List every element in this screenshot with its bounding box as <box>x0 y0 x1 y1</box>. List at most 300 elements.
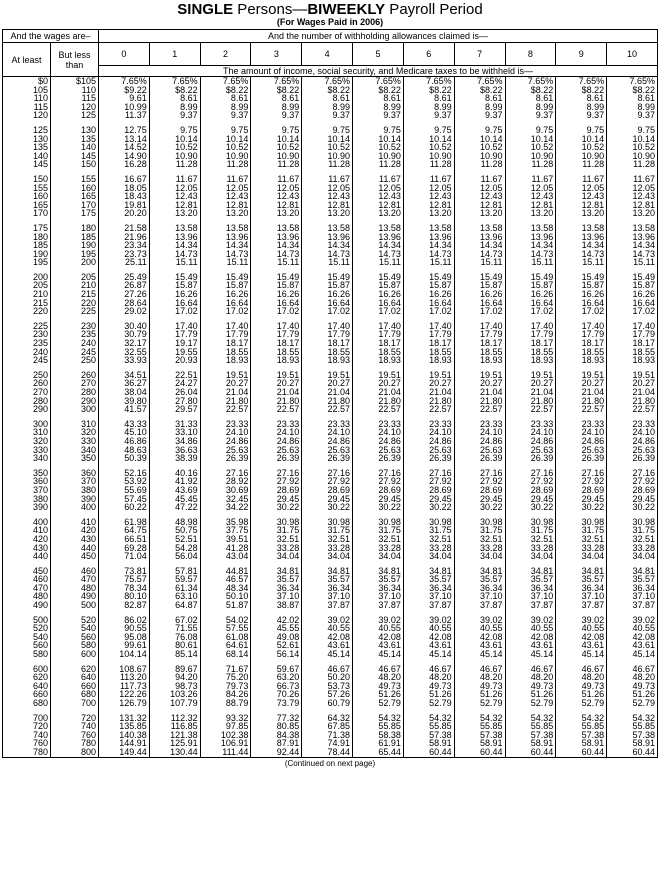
amount-cell: 17.02 <box>353 307 404 316</box>
but-less-cell: 350 <box>51 454 99 463</box>
but-less-cell: 480 <box>51 584 99 593</box>
amount-cell: 59.67 <box>251 665 302 674</box>
amount-cell: 11.28 <box>353 160 404 169</box>
but-less-cell: 330 <box>51 437 99 446</box>
amount-cell: 13.96 <box>251 233 302 242</box>
amount-cell: 13.96 <box>556 233 607 242</box>
amount-cell: 97.85 <box>200 722 251 731</box>
amount-cell: 48.98 <box>149 518 200 527</box>
amount-cell: 46.67 <box>454 665 505 674</box>
at-least-cell: 410 <box>3 526 51 535</box>
at-least-cell: 490 <box>3 601 51 610</box>
amount-cell: 14.73 <box>454 250 505 259</box>
amount-cell: 13.58 <box>403 224 454 233</box>
amount-cell: 15.49 <box>149 273 200 282</box>
amount-cell: 26.04 <box>149 388 200 397</box>
amount-cell: 37.87 <box>403 601 454 610</box>
amount-cell: 27.92 <box>302 477 353 486</box>
amount-cell: 24.86 <box>251 437 302 446</box>
amount-cell: 57.55 <box>200 624 251 633</box>
amount-cell: 13.20 <box>200 209 251 218</box>
amount-cell: 37.87 <box>607 601 658 610</box>
amount-cell: 32.51 <box>251 535 302 544</box>
amount-cell: 11.67 <box>302 175 353 184</box>
amount-cell: 12.43 <box>454 192 505 201</box>
amount-cell: 16.26 <box>556 290 607 299</box>
amount-cell: 27.16 <box>353 469 404 478</box>
at-least-cell: 170 <box>3 209 51 218</box>
amount-cell: 9.75 <box>454 126 505 135</box>
amount-cell: 37.87 <box>353 601 404 610</box>
amount-cell: 144.91 <box>99 739 150 748</box>
amount-cell: 30.22 <box>607 503 658 512</box>
but-less-cell: 740 <box>51 722 99 731</box>
amount-cell: 34.81 <box>454 567 505 576</box>
amount-cell: 18.17 <box>556 339 607 348</box>
amount-cell: 16.64 <box>607 299 658 308</box>
amount-cell: 15.87 <box>403 281 454 290</box>
amount-cell: 31.75 <box>353 526 404 535</box>
amount-cell: 59.57 <box>149 575 200 584</box>
but-less-cell: 460 <box>51 567 99 576</box>
amount-cell: 56.14 <box>251 650 302 659</box>
but-less-cell: 245 <box>51 348 99 357</box>
amount-cell: 15.49 <box>353 273 404 282</box>
amount-cell: 34.04 <box>556 552 607 561</box>
at-least-cell: 720 <box>3 722 51 731</box>
amount-cell: 27.16 <box>607 469 658 478</box>
amount-cell: 23.73 <box>99 250 150 259</box>
amount-cell: 15.11 <box>556 258 607 267</box>
amount-cell: 14.73 <box>149 250 200 259</box>
amount-cell: 11.37 <box>99 111 150 120</box>
amount-cell: 30.98 <box>556 518 607 527</box>
amount-cell: 94.20 <box>149 673 200 682</box>
amount-cell: 29.57 <box>149 405 200 414</box>
amount-cell: 15.11 <box>149 258 200 267</box>
amount-cell: 17.79 <box>302 330 353 339</box>
amount-cell: 18.17 <box>505 339 556 348</box>
amount-cell: 45.55 <box>251 624 302 633</box>
col-header: 6 <box>403 43 454 66</box>
amount-cell: 8.61 <box>454 94 505 103</box>
table-body <box>3 77 658 758</box>
amount-cell: 32.51 <box>302 535 353 544</box>
but-less-cell: 340 <box>51 446 99 455</box>
amount-cell: 36.34 <box>607 584 658 593</box>
amount-cell: 34.51 <box>99 371 150 380</box>
amount-cell: 71.04 <box>99 552 150 561</box>
amount-cell: 13.58 <box>454 224 505 233</box>
amount-cell: 19.51 <box>607 371 658 380</box>
amount-cell: 47.22 <box>149 503 200 512</box>
amount-cell: 10.90 <box>454 152 505 161</box>
amount-cell: 12.05 <box>556 184 607 193</box>
amount-cell: 20.27 <box>353 379 404 388</box>
amount-cell: 13.14 <box>99 135 150 144</box>
amount-cell: 11.28 <box>149 160 200 169</box>
amount-cell: 17.40 <box>149 322 200 331</box>
amount-cell: 39.80 <box>99 397 150 406</box>
amount-cell: 24.86 <box>200 437 251 446</box>
amount-cell: 18.93 <box>505 356 556 365</box>
amount-cell: 14.34 <box>556 241 607 250</box>
amount-cell: 27.92 <box>251 477 302 486</box>
amount-cell: 76.08 <box>149 633 200 642</box>
amount-cell: 39.02 <box>353 616 404 625</box>
amount-cell: 34.04 <box>505 552 556 561</box>
amount-cell: 26.39 <box>556 454 607 463</box>
amount-cell: 26.39 <box>403 454 454 463</box>
amount-cell: 71.38 <box>302 731 353 740</box>
but-less-cell: 310 <box>51 420 99 429</box>
amount-cell: 15.11 <box>302 258 353 267</box>
but-less-cell: 115 <box>51 94 99 103</box>
amount-cell: 17.79 <box>607 330 658 339</box>
amount-cell: 13.20 <box>556 209 607 218</box>
amount-cell: 24.86 <box>607 437 658 446</box>
amount-cell: 17.02 <box>149 307 200 316</box>
amount-cell: 13.20 <box>454 209 505 218</box>
but-less-cell: 370 <box>51 477 99 486</box>
amount-cell: 37.87 <box>556 601 607 610</box>
amount-cell: 17.02 <box>200 307 251 316</box>
amount-cell: 25.63 <box>353 446 404 455</box>
amount-cell: 17.02 <box>403 307 454 316</box>
amount-cell: 45.14 <box>505 650 556 659</box>
amount-cell: 58.91 <box>607 739 658 748</box>
amount-cell: 54.32 <box>454 714 505 723</box>
amount-cell: 10.52 <box>607 143 658 152</box>
at-least-cell: 620 <box>3 673 51 682</box>
amount-cell: 8.99 <box>200 103 251 112</box>
amount-cell: 26.39 <box>454 454 505 463</box>
amount-cell: 19.51 <box>353 371 404 380</box>
amount-cell: 23.34 <box>99 241 150 250</box>
amount-cell: 30.40 <box>99 322 150 331</box>
amount-cell: 9.75 <box>505 126 556 135</box>
amount-cell: 60.79 <box>302 699 353 708</box>
amount-cell: 9.75 <box>403 126 454 135</box>
amount-cell: 18.55 <box>556 348 607 357</box>
amount-cell: 24.86 <box>302 437 353 446</box>
but-less-header: But less than <box>51 43 99 77</box>
table-row <box>3 160 658 169</box>
amount-cell: 18.17 <box>403 339 454 348</box>
amount-cell: $8.22 <box>454 86 505 95</box>
amount-cell: 14.73 <box>403 250 454 259</box>
amount-cell: 46.57 <box>200 575 251 584</box>
amount-cell: 16.26 <box>403 290 454 299</box>
amount-cell: 24.86 <box>353 437 404 446</box>
amount-cell: 18.93 <box>353 356 404 365</box>
amount-cell: 15.11 <box>454 258 505 267</box>
amount-cell: 12.05 <box>607 184 658 193</box>
amount-cell: 17.40 <box>403 322 454 331</box>
amount-cell: 12.81 <box>505 201 556 210</box>
amount-cell: 16.64 <box>403 299 454 308</box>
amount-cell: 37.10 <box>454 592 505 601</box>
amount-cell: 24.10 <box>200 428 251 437</box>
amount-cell: 15.49 <box>505 273 556 282</box>
at-least-cell: 250 <box>3 371 51 380</box>
amount-cell: 8.99 <box>353 103 404 112</box>
amount-cell: 17.79 <box>505 330 556 339</box>
but-less-cell: 110 <box>51 86 99 95</box>
amount-cell: 34.04 <box>454 552 505 561</box>
amount-cell: 17.02 <box>607 307 658 316</box>
but-less-cell: 160 <box>51 184 99 193</box>
amount-cell: 54.32 <box>505 714 556 723</box>
amount-cell: 50.39 <box>99 454 150 463</box>
amount-cell: 52.16 <box>99 469 150 478</box>
amount-cell: 11.67 <box>607 175 658 184</box>
amount-cell: 84.38 <box>251 731 302 740</box>
amount-cell: 21.80 <box>607 397 658 406</box>
amount-cell: 22.57 <box>403 405 454 414</box>
amount-cell: 24.10 <box>353 428 404 437</box>
but-less-cell: 205 <box>51 273 99 282</box>
amount-cell: 28.64 <box>99 299 150 308</box>
amount-cell: 15.87 <box>251 281 302 290</box>
amount-cell: 12.81 <box>302 201 353 210</box>
amount-cell: 38.04 <box>99 388 150 397</box>
amount-cell: 20.93 <box>149 356 200 365</box>
amount-cell: 34.81 <box>403 567 454 576</box>
amount-cell: 42.08 <box>607 633 658 642</box>
amount-cell: 53.92 <box>99 477 150 486</box>
amount-cell: 16.26 <box>149 290 200 299</box>
table-row <box>3 307 658 316</box>
amount-cell: 65.44 <box>353 748 404 757</box>
amount-cell: 24.86 <box>556 437 607 446</box>
amount-cell: 149.44 <box>99 748 150 757</box>
amount-cell: 21.96 <box>99 233 150 242</box>
amount-cell: 13.96 <box>403 233 454 242</box>
amount-cell: 58.91 <box>454 739 505 748</box>
amount-cell: 80.10 <box>99 592 150 601</box>
table-row <box>3 111 658 120</box>
at-least-cell: 280 <box>3 397 51 406</box>
amount-cell: 19.51 <box>454 371 505 380</box>
amount-cell: 14.73 <box>200 250 251 259</box>
at-least-cell: 130 <box>3 135 51 144</box>
amount-cell: 14.73 <box>302 250 353 259</box>
amount-cell: 37.10 <box>607 592 658 601</box>
amount-cell: 14.34 <box>251 241 302 250</box>
amount-cell: 14.34 <box>454 241 505 250</box>
amount-cell: 32.17 <box>99 339 150 348</box>
amount-cell: 40.55 <box>302 624 353 633</box>
amount-cell: 50.75 <box>149 526 200 535</box>
but-less-cell: 440 <box>51 544 99 553</box>
amount-cell: 19.51 <box>251 371 302 380</box>
amount-cell: 57.38 <box>556 731 607 740</box>
amount-cell: 26.87 <box>99 281 150 290</box>
amount-cell: 121.38 <box>149 731 200 740</box>
but-less-cell: 175 <box>51 209 99 218</box>
amount-cell: 12.81 <box>454 201 505 210</box>
amount-cell: 13.58 <box>353 224 404 233</box>
amount-cell: 17.40 <box>353 322 404 331</box>
amount-cell: 13.58 <box>302 224 353 233</box>
amount-cell: 43.61 <box>302 641 353 650</box>
amount-cell: 16.26 <box>505 290 556 299</box>
amount-cell: 41.92 <box>149 477 200 486</box>
title-persons: Persons— <box>233 1 308 18</box>
amount-cell: 54.32 <box>607 714 658 723</box>
at-least-cell: 760 <box>3 739 51 748</box>
amount-cell: 10.90 <box>505 152 556 161</box>
amount-cell: 25.63 <box>505 446 556 455</box>
amount-cell: 54.28 <box>149 544 200 553</box>
amount-cell: 34.81 <box>556 567 607 576</box>
at-least-cell: 560 <box>3 641 51 650</box>
amount-cell: 17.02 <box>251 307 302 316</box>
at-least-cell: 430 <box>3 544 51 553</box>
amount-cell: 80.61 <box>149 641 200 650</box>
at-least-cell: 660 <box>3 690 51 699</box>
amount-cell: 30.98 <box>403 518 454 527</box>
amount-cell: 89.67 <box>149 665 200 674</box>
amount-cell: 51.26 <box>505 690 556 699</box>
amount-cell: 16.64 <box>149 299 200 308</box>
amount-cell: 112.32 <box>149 714 200 723</box>
amount-cell: 30.22 <box>505 503 556 512</box>
amount-cell: 19.55 <box>149 348 200 357</box>
amount-cell: 18.17 <box>607 339 658 348</box>
amount-cell: 9.37 <box>403 111 454 120</box>
amount-cell: 68.14 <box>200 650 251 659</box>
amount-cell: 55.85 <box>607 722 658 731</box>
amount-cell: 37.75 <box>200 526 251 535</box>
amount-cell: 8.61 <box>403 94 454 103</box>
amount-cell: 11.67 <box>149 175 200 184</box>
amount-cell: 27.80 <box>149 397 200 406</box>
amount-cell: 35.57 <box>302 575 353 584</box>
amount-cell: 7.65% <box>251 77 302 86</box>
amount-cell: 12.81 <box>200 201 251 210</box>
amount-cell: 21.04 <box>454 388 505 397</box>
amount-cell: 30.98 <box>607 518 658 527</box>
amount-cell: 30.22 <box>251 503 302 512</box>
wages-header: And the wages are– <box>3 30 99 43</box>
amount-cell: 13.20 <box>353 209 404 218</box>
amount-cell: 34.81 <box>353 567 404 576</box>
amount-cell: 24.10 <box>556 428 607 437</box>
amount-cell: 51.26 <box>607 690 658 699</box>
amount-cell: 29.45 <box>454 495 505 504</box>
amount-cell: 87.91 <box>251 739 302 748</box>
amount-cell: 28.92 <box>200 477 251 486</box>
amount-cell: 60.44 <box>607 748 658 757</box>
amount-cell: 19.51 <box>200 371 251 380</box>
amount-cell: 41.57 <box>99 405 150 414</box>
amount-cell: 13.96 <box>505 233 556 242</box>
amount-cell: 18.93 <box>607 356 658 365</box>
amount-cell: 24.10 <box>505 428 556 437</box>
amount-cell: 60.44 <box>403 748 454 757</box>
amount-cell: $8.22 <box>200 86 251 95</box>
amount-cell: 17.79 <box>149 330 200 339</box>
amount-cell: 24.10 <box>403 428 454 437</box>
amount-cell: 12.43 <box>200 192 251 201</box>
amount-cell: 57.81 <box>149 567 200 576</box>
amount-cell: 21.04 <box>251 388 302 397</box>
amount-cell: 18.55 <box>302 348 353 357</box>
but-less-cell: 540 <box>51 624 99 633</box>
col-header: 9 <box>556 43 607 66</box>
amount-cell: 37.10 <box>353 592 404 601</box>
amount-cell: $8.22 <box>403 86 454 95</box>
amount-cell: 34.81 <box>505 567 556 576</box>
amount-cell: 44.81 <box>200 567 251 576</box>
amount-cell: 29.45 <box>607 495 658 504</box>
page-title <box>2 2 658 17</box>
at-least-cell: 700 <box>3 714 51 723</box>
amount-cell: 20.27 <box>454 379 505 388</box>
amount-cell: 10.52 <box>149 143 200 152</box>
amount-cell: 25.11 <box>99 258 150 267</box>
col-header: 4 <box>302 43 353 66</box>
amount-cell: 34.81 <box>302 567 353 576</box>
amount-cell: 55.85 <box>556 722 607 731</box>
amount-cell: 33.28 <box>454 544 505 553</box>
amount-cell: 135.85 <box>99 722 150 731</box>
amount-cell: 60.44 <box>454 748 505 757</box>
amount-cell: 55.69 <box>99 486 150 495</box>
at-least-cell: 460 <box>3 575 51 584</box>
amount-cell: 10.52 <box>403 143 454 152</box>
amount-cell: 11.67 <box>353 175 404 184</box>
amount-cell: 58.38 <box>353 731 404 740</box>
amount-cell: 10.90 <box>353 152 404 161</box>
amount-cell: 8.61 <box>353 94 404 103</box>
amount-cell: 13.20 <box>607 209 658 218</box>
amount-cell: 28.69 <box>403 486 454 495</box>
amount-cell: 17.02 <box>505 307 556 316</box>
amount-cell: 28.69 <box>505 486 556 495</box>
amount-cell: 51.26 <box>353 690 404 699</box>
amount-cell: 12.05 <box>302 184 353 193</box>
amount-cell: 17.79 <box>200 330 251 339</box>
table-row <box>3 699 658 708</box>
at-least-cell: 165 <box>3 201 51 210</box>
amount-cell: 11.28 <box>454 160 505 169</box>
amount-cell: 17.02 <box>302 307 353 316</box>
amount-cell: 36.34 <box>251 584 302 593</box>
but-less-cell: 800 <box>51 748 99 757</box>
amount-cell: 10.52 <box>556 143 607 152</box>
table-row <box>3 258 658 267</box>
amount-cell: 30.98 <box>353 518 404 527</box>
amount-cell: 31.75 <box>403 526 454 535</box>
at-least-cell: 180 <box>3 233 51 242</box>
amount-cell: 13.58 <box>505 224 556 233</box>
amount-cell: 7.65% <box>556 77 607 86</box>
amount-cell: 39.02 <box>403 616 454 625</box>
amount-cell: 21.04 <box>607 388 658 397</box>
amount-cell: 24.10 <box>607 428 658 437</box>
amount-cell: 21.04 <box>200 388 251 397</box>
amount-cell: 16.26 <box>251 290 302 299</box>
but-less-cell: 290 <box>51 397 99 406</box>
amount-cell: 64.87 <box>149 601 200 610</box>
amount-cell: 15.87 <box>607 281 658 290</box>
amount-cell: 46.86 <box>99 437 150 446</box>
amount-cell: 28.69 <box>302 486 353 495</box>
amount-cell: 60.44 <box>505 748 556 757</box>
